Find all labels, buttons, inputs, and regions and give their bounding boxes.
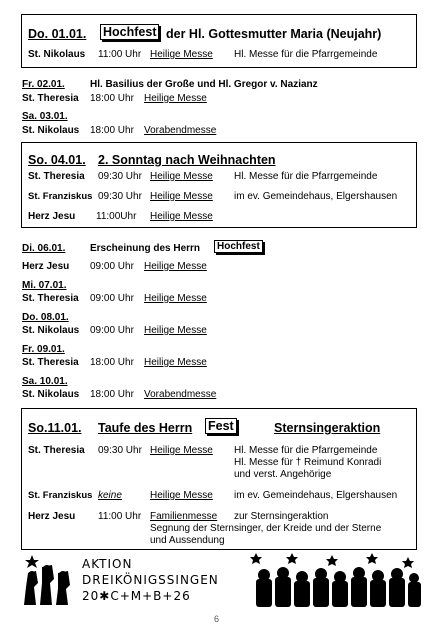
note: und Aussendung — [150, 535, 225, 546]
service-link[interactable]: Heilige Messe — [144, 93, 207, 104]
service-link[interactable]: Vorabendmesse — [144, 125, 217, 136]
day-title: Erscheinung des Herrn — [90, 243, 201, 254]
time: 11:00Uhr — [96, 211, 137, 222]
date-heading: Mi. 07.01. — [22, 280, 67, 291]
date-heading: So. 04.01. — [28, 153, 86, 167]
hochfest-badge: Hochfest — [214, 240, 263, 253]
church-name: St. Theresia — [22, 293, 79, 304]
day-title: Hl. Basilius der Große und Hl. Gregor v. Nazianz — [90, 79, 318, 90]
service-link[interactable]: Heilige Messe — [150, 171, 213, 182]
time: 18:00 Uhr — [90, 357, 134, 368]
service-link[interactable]: Heilige Messe — [144, 261, 207, 272]
church-name: Herz Jesu — [28, 211, 76, 222]
service-link[interactable]: Familienmesse — [150, 511, 218, 522]
church-name: St. Theresia — [28, 171, 85, 182]
star-kings-icon — [22, 553, 76, 609]
note: zur Sternsingeraktion — [234, 511, 329, 522]
page-number: 6 — [214, 614, 220, 624]
sternsinger-logo — [22, 553, 222, 613]
feast-title: 2. Sonntag nach Weihnachten — [98, 153, 276, 167]
date-heading: Sa. 10.01. — [22, 376, 68, 387]
date-heading: Do. 08.01. — [22, 312, 69, 323]
time: keine — [98, 490, 122, 501]
note: im ev. Gemeindehaus, Elgershausen — [234, 191, 398, 202]
sternsinger-silhouettes-icon — [250, 553, 422, 609]
church-name: St. Theresia — [28, 445, 85, 456]
time: 18:00 Uhr — [90, 125, 134, 136]
church-name: St. Nikolaus — [28, 49, 86, 60]
note: Segnung der Sternsinger, der Kreide und der Sterne — [150, 523, 382, 534]
time: 18:00 Uhr — [90, 389, 134, 400]
date-heading: Do. 01.01. — [28, 27, 87, 41]
church-name: St. Theresia — [22, 93, 79, 104]
time: 09:30 Uhr — [98, 171, 142, 182]
church-name: St. Nikolaus — [22, 325, 80, 336]
logo-line-3: 20✱C+M+B+26 — [82, 589, 191, 603]
service-link[interactable]: Heilige Messe — [144, 293, 207, 304]
time: 09:00 Uhr — [90, 293, 134, 304]
service-link[interactable]: Heilige Messe — [150, 445, 213, 456]
service-link[interactable]: Vorabendmesse — [144, 389, 217, 400]
church-name: St. Nikolaus — [22, 125, 80, 136]
time: 09:30 Uhr — [98, 445, 142, 456]
note: und verst. Angehörige — [234, 469, 332, 480]
service-link[interactable]: Heilige Messe — [150, 49, 213, 60]
date-heading: Fr. 09.01. — [22, 344, 65, 355]
church-name: Herz Jesu — [28, 511, 76, 522]
feast-title: Taufe des Herrn — [98, 421, 193, 435]
time: 09:00 Uhr — [90, 261, 134, 272]
time: 09:00 Uhr — [90, 325, 134, 336]
fest-badge: Fest — [205, 418, 237, 434]
date-heading: So.11.01. — [28, 421, 82, 435]
note: Hl. Messe für † Reimund Konradi — [234, 457, 382, 468]
church-name: St. Theresia — [22, 357, 79, 368]
service-link[interactable]: Heilige Messe — [150, 490, 213, 501]
date-heading: Sa. 03.01. — [22, 111, 68, 122]
service-link[interactable]: Heilige Messe — [144, 357, 207, 368]
date-heading: Fr. 02.01. — [22, 79, 65, 90]
logo-line-1: AKTION — [82, 557, 133, 571]
church-name: St. Franziskus — [28, 490, 93, 501]
church-name: St. Nikolaus — [22, 389, 80, 400]
church-name: St. Franziskus — [28, 191, 93, 202]
time: 11:00 Uhr — [98, 511, 142, 522]
feast-title: der Hl. Gottesmutter Maria (Neujahr) — [166, 27, 382, 41]
logo-line-2: DREIKÖNIGSSINGEN — [82, 573, 219, 587]
sternsinger-heading: Sternsingeraktion — [274, 421, 381, 435]
hochfest-badge: Hochfest — [100, 24, 159, 40]
time: 11:00 Uhr — [98, 49, 142, 60]
service-link[interactable]: Heilige Messe — [150, 191, 213, 202]
note: im ev. Gemeindehaus, Elgershausen — [234, 490, 398, 501]
service-link[interactable]: Heilige Messe — [150, 211, 213, 222]
note: Hl. Messe für die Pfarrgemeinde — [234, 445, 378, 456]
church-name: Herz Jesu — [22, 261, 70, 272]
note: Hl. Messe für die Pfarrgemeinde — [234, 49, 378, 60]
note: Hl. Messe für die Pfarrgemeinde — [234, 171, 378, 182]
date-heading: Di. 06.01. — [22, 243, 66, 254]
time: 09:30 Uhr — [98, 191, 142, 202]
service-link[interactable]: Heilige Messe — [144, 325, 207, 336]
time: 18:00 Uhr — [90, 93, 134, 104]
